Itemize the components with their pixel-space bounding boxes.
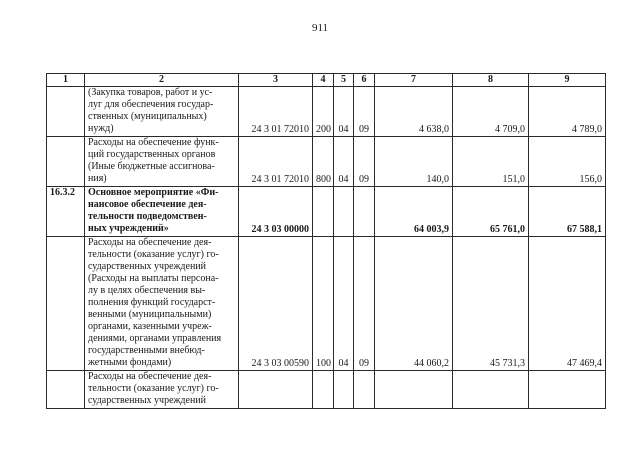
- budget-code: 24 3 03 00590: [239, 237, 313, 371]
- row-number: 16.3.2: [47, 187, 85, 237]
- row-description: Основное мероприятие «Фи- нансовое обеспечение дея- тельности подведомствен- ных учреждений»: [85, 187, 239, 237]
- header-col-1: 1: [47, 74, 85, 87]
- table-row: [47, 137, 606, 187]
- expense-type: 800: [313, 137, 334, 187]
- header-col-2: 2: [85, 74, 239, 87]
- row-description: Расходы на обеспечение дея- тельности (оказание услуг) го- сударственных учреждений: [85, 371, 239, 409]
- header-col-9: 9: [529, 74, 606, 87]
- amount-col-7: 44 060,2: [375, 237, 453, 371]
- section: 04: [334, 137, 354, 187]
- expense-type: 100: [313, 237, 334, 371]
- subsection: [354, 187, 375, 237]
- amount-col-9: 47 469,4: [529, 237, 606, 371]
- header-row: [47, 74, 606, 87]
- amount-col-8: [453, 371, 529, 409]
- header-col-4: 4: [313, 74, 334, 87]
- header-col-8: 8: [453, 74, 529, 87]
- section: 04: [334, 237, 354, 371]
- amount-col-8: 65 761,0: [453, 187, 529, 237]
- page-number: 911: [311, 22, 329, 34]
- amount-col-7: 64 003,9: [375, 187, 453, 237]
- table-row: [47, 187, 606, 237]
- header-col-6: 6: [354, 74, 375, 87]
- expense-type: [313, 371, 334, 409]
- row-description: Расходы на обеспечение дея- тельности (оказание услуг) го- сударственных учреждений (Расходы на выплаты персона- лу в целях обеспечения вы- полнения функций государст- венными (муниципальными) органами, казенными учреж- дениями, органами управления государственными внебюд- жетными фондами): [85, 237, 239, 371]
- amount-col-8: 4 709,0: [453, 87, 529, 137]
- amount-col-9: [529, 371, 606, 409]
- section: 04: [334, 87, 354, 137]
- subsection: 09: [354, 87, 375, 137]
- subsection: 09: [354, 137, 375, 187]
- header-col-3: 3: [239, 74, 313, 87]
- budget-code: 24 3 01 72010: [239, 137, 313, 187]
- section: [334, 187, 354, 237]
- table-row: [47, 237, 606, 371]
- row-number: [47, 371, 85, 409]
- subsection: [354, 371, 375, 409]
- budget-table: [46, 73, 606, 409]
- budget-code: 24 3 03 00000: [239, 187, 313, 237]
- row-number: [47, 87, 85, 137]
- expense-type: [313, 187, 334, 237]
- table-row: [47, 371, 606, 409]
- row-description: (Закупка товаров, работ и ус- луг для обеспечения государ- ственных (муниципальных) нужд): [85, 87, 239, 137]
- amount-col-8: 45 731,3: [453, 237, 529, 371]
- header-col-5: 5: [334, 74, 354, 87]
- row-number: [47, 237, 85, 371]
- amount-col-9: 67 588,1: [529, 187, 606, 237]
- row-description: Расходы на обеспечение функ- ций государственных органов (Иные бюджетные ассигнова- ния): [85, 137, 239, 187]
- expense-type: 200: [313, 87, 334, 137]
- table-row: [47, 87, 606, 137]
- header-col-7: 7: [375, 74, 453, 87]
- amount-col-7: [375, 371, 453, 409]
- row-number: [47, 137, 85, 187]
- amount-col-7: 4 638,0: [375, 87, 453, 137]
- amount-col-8: 151,0: [453, 137, 529, 187]
- amount-col-7: 140,0: [375, 137, 453, 187]
- section: [334, 371, 354, 409]
- subsection: 09: [354, 237, 375, 371]
- budget-code: [239, 371, 313, 409]
- budget-code: 24 3 01 72010: [239, 87, 313, 137]
- amount-col-9: 4 789,0: [529, 87, 606, 137]
- amount-col-9: 156,0: [529, 137, 606, 187]
